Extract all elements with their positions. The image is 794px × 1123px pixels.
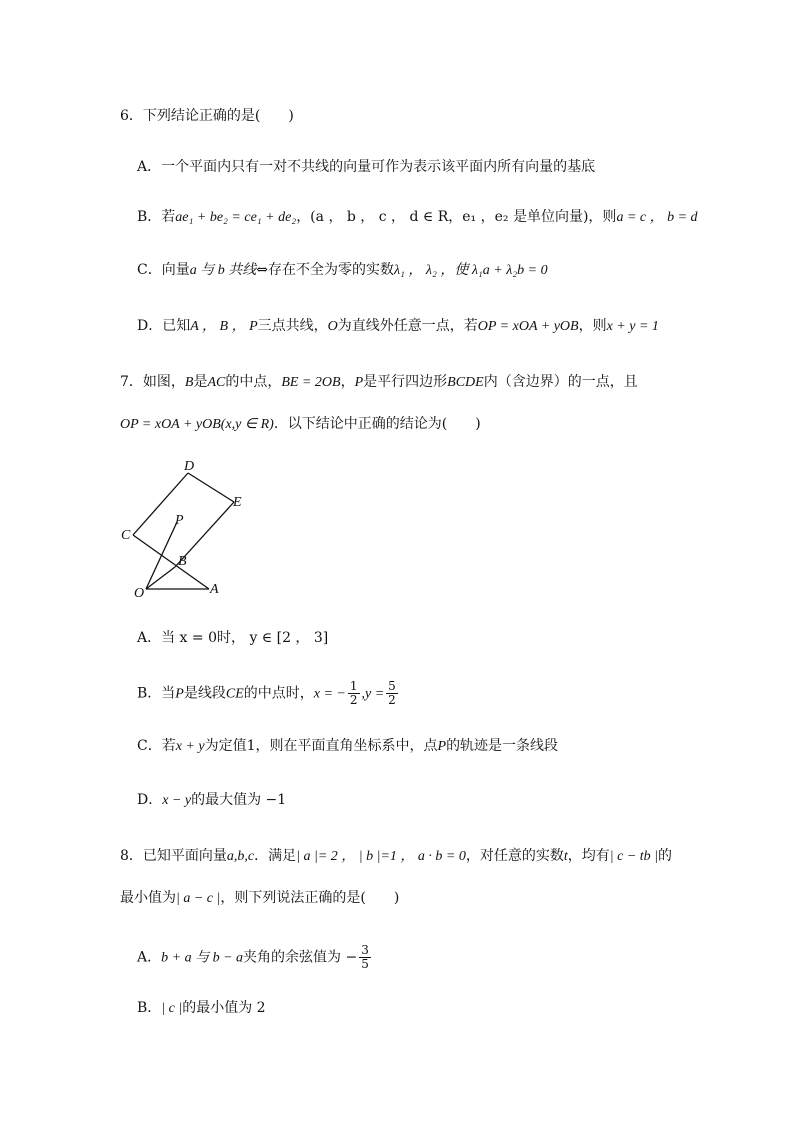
q8-a-prefix: A． bbox=[137, 949, 162, 966]
label-o: O bbox=[134, 586, 145, 601]
q7-b-y-num: 5 bbox=[388, 679, 396, 693]
q7-stem-bcde: BCDE bbox=[447, 375, 484, 390]
q7-b-y-fraction bbox=[386, 680, 398, 707]
q6-d-expr2: O bbox=[327, 319, 338, 334]
q7-b-prefix: B．当 bbox=[137, 685, 176, 702]
q6-d-result: x + y = 1 bbox=[606, 319, 659, 334]
q8-stem-mid: ．满足 bbox=[254, 848, 297, 864]
q6-d-prefix: D．已知 bbox=[137, 318, 191, 334]
q6-b-result: a = c ， b = d bbox=[616, 210, 698, 225]
q8-stem-mid3: ，均有 bbox=[567, 848, 610, 864]
q8-a-mid: 夹角的余弦值为 − bbox=[243, 949, 358, 966]
label-d: D bbox=[184, 459, 195, 474]
q6-c-prefix: C．向量 bbox=[137, 262, 190, 278]
q6-d-mid2: 为直线外任意一点，若 bbox=[337, 318, 478, 334]
q6-c-expr2: λ₁ ， λ₂ ，使 λ₁a + λ₂b = 0 bbox=[393, 263, 548, 278]
q6-c-mid: ⇔存在不全为零的实数 bbox=[256, 262, 394, 278]
q7-b-p: P bbox=[175, 686, 184, 702]
q7-b-x-fraction bbox=[348, 680, 360, 707]
edge-de bbox=[188, 473, 234, 502]
q7-option-b bbox=[137, 680, 400, 707]
q8-stem-t: t bbox=[563, 849, 568, 864]
q8-option-a bbox=[137, 944, 373, 971]
q7-stem2-suffix: ．以下结论中正确的结论为( ) bbox=[273, 416, 481, 432]
q8-stem-line2 bbox=[120, 888, 399, 909]
q8-stem-cond: | a |= 2 ， | b |=1 ， a · b = 0 bbox=[296, 849, 466, 864]
q7-stem-ac: AC bbox=[207, 375, 226, 390]
q8-stem-vecs: a,b,c bbox=[226, 849, 255, 864]
q7-stem-expr: BE = 2OB bbox=[281, 375, 341, 390]
q8-b-expr: | c | bbox=[161, 1001, 183, 1016]
q7-c-suffix: 的轨迹是一条线段 bbox=[446, 738, 559, 754]
q7-b-ce: CE bbox=[225, 686, 244, 702]
q7-b-x-num: 1 bbox=[349, 679, 358, 693]
q8-stem-expr: | c − tb | bbox=[609, 849, 659, 864]
q7-c-mid: 为定值1，则在平面直角坐标系中，点 bbox=[204, 738, 438, 754]
q8-a-fraction bbox=[359, 944, 371, 971]
q6-b-prefix: B．若 bbox=[137, 209, 176, 225]
q7-b-x: x = − bbox=[313, 686, 346, 702]
q6-c-expr1: a 与 b 共线 bbox=[189, 263, 257, 278]
q6-b-mid: ，(a ， b ， c ， d ∈ R，e₁ ，e₂ 是单位向量)，则 bbox=[296, 209, 617, 225]
q7-option-d bbox=[137, 790, 286, 811]
q6-option-c bbox=[137, 260, 548, 281]
q7-stem-p: P bbox=[354, 375, 364, 390]
q7-stem-prefix: 7．如图， bbox=[120, 374, 185, 390]
label-a: A bbox=[210, 582, 219, 597]
label-b: B bbox=[178, 554, 187, 569]
label-c: C bbox=[121, 528, 131, 543]
q7-stem-mid3: ， bbox=[340, 374, 355, 390]
q7-parallelogram-figure bbox=[112, 455, 262, 605]
q8-stem-prefix: 8．已知平面向量 bbox=[120, 848, 227, 864]
q6-b-expr: ae₁ + be₂ = ce₁ + de₂ bbox=[175, 210, 297, 225]
label-p: P bbox=[175, 513, 184, 528]
q7-stem2-expr: OP = xOA + yOB(x,y ∈ R) bbox=[120, 417, 274, 432]
q8-stem-suffix: 的 bbox=[658, 848, 673, 864]
q8-stem-mid2: ，对任意的实数 bbox=[465, 848, 564, 864]
q7-stem-mid2: 的中点， bbox=[225, 374, 282, 390]
q7-c-prefix: C．若 bbox=[137, 738, 176, 754]
q8-stem2-prefix: 最小值为 bbox=[120, 890, 176, 906]
q7-stem-line2 bbox=[120, 414, 481, 435]
q6-d-expr1: A ， B ， P bbox=[190, 319, 258, 334]
q6-option-d bbox=[137, 316, 659, 337]
q7-stem-line1 bbox=[120, 372, 638, 393]
q7-d-suffix: 的最大值为 −1 bbox=[191, 792, 287, 808]
q8-stem2-suffix: ，则下列说法正确的是( ) bbox=[220, 890, 400, 906]
q8-b-suffix: 的最小值为 2 bbox=[182, 1000, 266, 1016]
q6-d-suffix: ，则 bbox=[578, 318, 607, 334]
q8-stem-line1 bbox=[120, 846, 672, 867]
q7-option-a: A．当 x = 0时， y ∈ [2 ， 3] bbox=[137, 630, 329, 646]
q6-option-a: A．一个平面内只有一对不共线的向量可作为表示该平面内所有向量的基底 bbox=[137, 159, 596, 175]
q7-stem-b: B bbox=[184, 375, 194, 390]
q7-c-p: P bbox=[437, 739, 447, 754]
q7-c-expr: x + y bbox=[175, 739, 205, 754]
q7-stem-suffix: 内（含边界）的一点，且 bbox=[483, 374, 638, 390]
q7-option-c bbox=[137, 736, 558, 757]
q7-d-expr: x − y bbox=[162, 793, 192, 808]
q7-b-mid2: 的中点时， bbox=[243, 685, 314, 702]
q6-option-b bbox=[137, 207, 698, 228]
q8-stem2-expr: | a − c | bbox=[176, 891, 221, 906]
q7-stem-mid4: 是平行四边形 bbox=[363, 374, 448, 390]
q7-d-prefix: D． bbox=[137, 792, 163, 808]
segment-ob bbox=[146, 567, 175, 589]
q6-d-expr3: OP = xOA + yOB bbox=[477, 319, 579, 334]
q8-a-den: 5 bbox=[361, 957, 369, 971]
q6-stem: 6．下列结论正确的是( ) bbox=[120, 108, 294, 124]
q8-option-b bbox=[137, 998, 266, 1019]
q7-b-mid: 是线段 bbox=[183, 685, 226, 702]
q7-b-y: ,y = bbox=[361, 686, 385, 702]
q8-a-expr: b + a 与 b − a bbox=[161, 950, 244, 966]
segment-ca bbox=[133, 535, 209, 589]
label-e: E bbox=[233, 495, 242, 510]
segment-op bbox=[146, 522, 177, 589]
q6-d-mid: 三点共线， bbox=[257, 318, 328, 334]
q7-b-y-den: 2 bbox=[388, 693, 396, 707]
q8-b-prefix: B． bbox=[137, 1000, 162, 1016]
q7-b-x-den: 2 bbox=[349, 693, 358, 707]
q7-stem-mid: 是 bbox=[193, 374, 208, 390]
q8-a-num: 3 bbox=[361, 943, 369, 957]
